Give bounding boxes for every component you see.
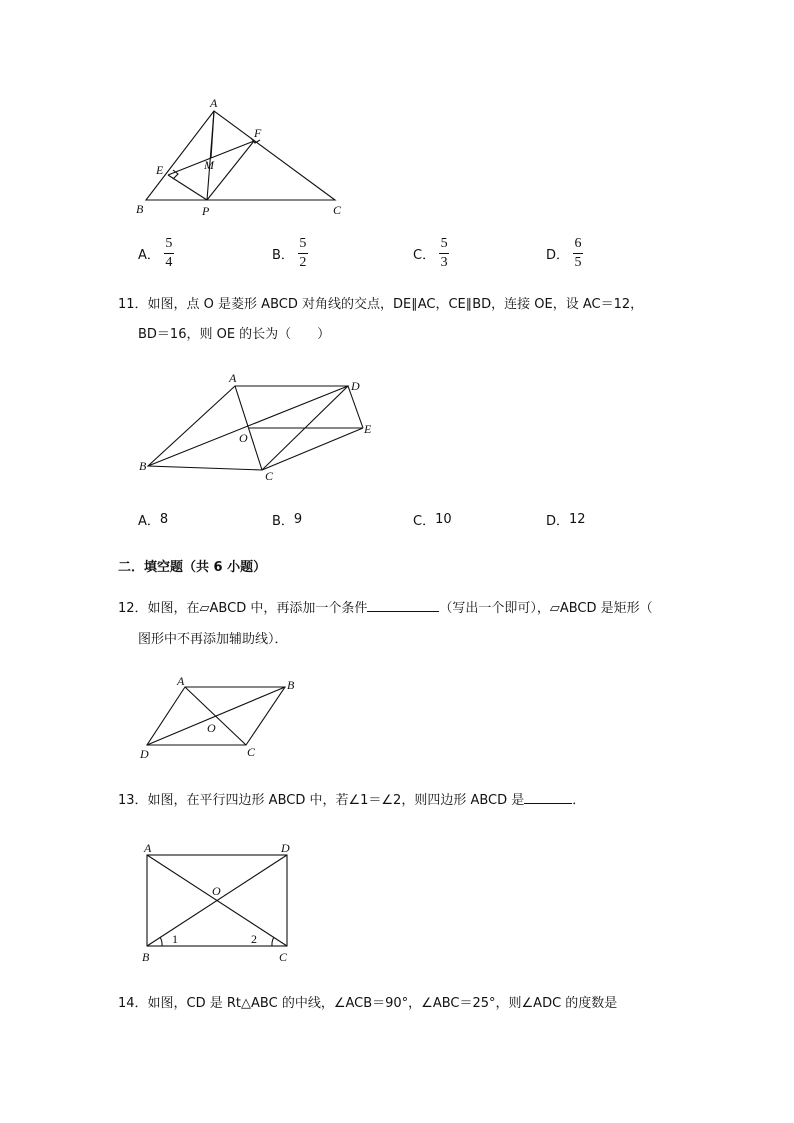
label-m: M — [204, 158, 214, 172]
label-b: B — [287, 678, 295, 692]
label-a: A — [210, 96, 218, 110]
angle-arc-2 — [272, 937, 274, 946]
label-c: C — [265, 469, 274, 483]
label-e: E — [364, 422, 372, 436]
q11-figure — [135, 370, 385, 485]
label-c: C — [279, 950, 288, 964]
q13-figure — [138, 838, 300, 966]
q12-figure — [135, 672, 310, 767]
label-f: F — [254, 126, 262, 140]
label-a: A — [177, 674, 185, 688]
label-p: P — [202, 204, 210, 218]
label-o: O — [207, 721, 216, 735]
q10-option-d[interactable]: D． $\frac{6}{5}$ — [546, 236, 582, 270]
label-d: D — [351, 379, 360, 393]
label-c: C — [333, 203, 342, 217]
q10-option-a[interactable]: A． $\frac{5}{4}$ — [138, 236, 173, 270]
q11-text-line1: 11．如图，点 O 是菱形 ABCD 对角线的交点，DE∥AC，CE∥BD，连接 OE，设 AC＝12， — [118, 297, 644, 312]
label-d: D — [140, 747, 149, 761]
diagonal-bd — [147, 687, 285, 745]
angle-arc-1 — [160, 937, 162, 946]
label-angle-1: 1 — [172, 932, 178, 946]
segment-ce — [262, 428, 363, 470]
q11-text-line2: BD＝16，则 OE 的长为（ ） — [138, 327, 331, 342]
label-b: B — [142, 950, 150, 964]
q10-option-c[interactable]: C． $\frac{5}{3}$ — [413, 236, 448, 270]
q10-figure — [130, 95, 360, 220]
q12-text-line1: 12．如图，在▱ABCD 中，再添加一个条件 （写出一个即可），▱ABCD 是矩形（ — [118, 596, 653, 622]
q11-option-c[interactable]: C． 10 — [413, 512, 452, 529]
label-a: A — [144, 841, 152, 855]
label-b: B — [136, 202, 144, 216]
label-o: O — [212, 884, 221, 898]
q12-text-line2: 图形中不再添加辅助线）． — [138, 632, 288, 647]
label-a: A — [229, 371, 237, 385]
q13-text: 13．如图，在平行四边形 ABCD 中，若∠1＝∠2，则四边形 ABCD 是 ． — [118, 788, 585, 814]
section-title: 二．填空题（共 6 小题） — [118, 560, 267, 575]
q12-answer-blank[interactable] — [367, 598, 439, 612]
segment-ap — [207, 111, 214, 200]
label-b: B — [139, 459, 147, 473]
triangle-abc — [146, 111, 335, 200]
q11-option-d[interactable]: D． 12 — [546, 512, 586, 529]
q10-option-b[interactable]: B． $\frac{5}{2}$ — [272, 236, 307, 270]
q11-option-b[interactable]: B． 9 — [272, 512, 303, 529]
q11-option-a[interactable]: A． 8 — [138, 512, 169, 529]
q13-answer-blank[interactable] — [524, 790, 572, 804]
q14-text-line1: 14．如图，CD 是 Rt△ABC 的中线，∠ACB＝90°，∠ABC＝25°，则∠ADC 的度数是 — [118, 996, 618, 1011]
label-c: C — [247, 745, 256, 759]
label-d: D — [281, 841, 290, 855]
label-angle-2: 2 — [251, 932, 257, 946]
diagonal-bd — [148, 386, 348, 466]
label-o: O — [239, 431, 248, 445]
label-e: E — [156, 163, 164, 177]
